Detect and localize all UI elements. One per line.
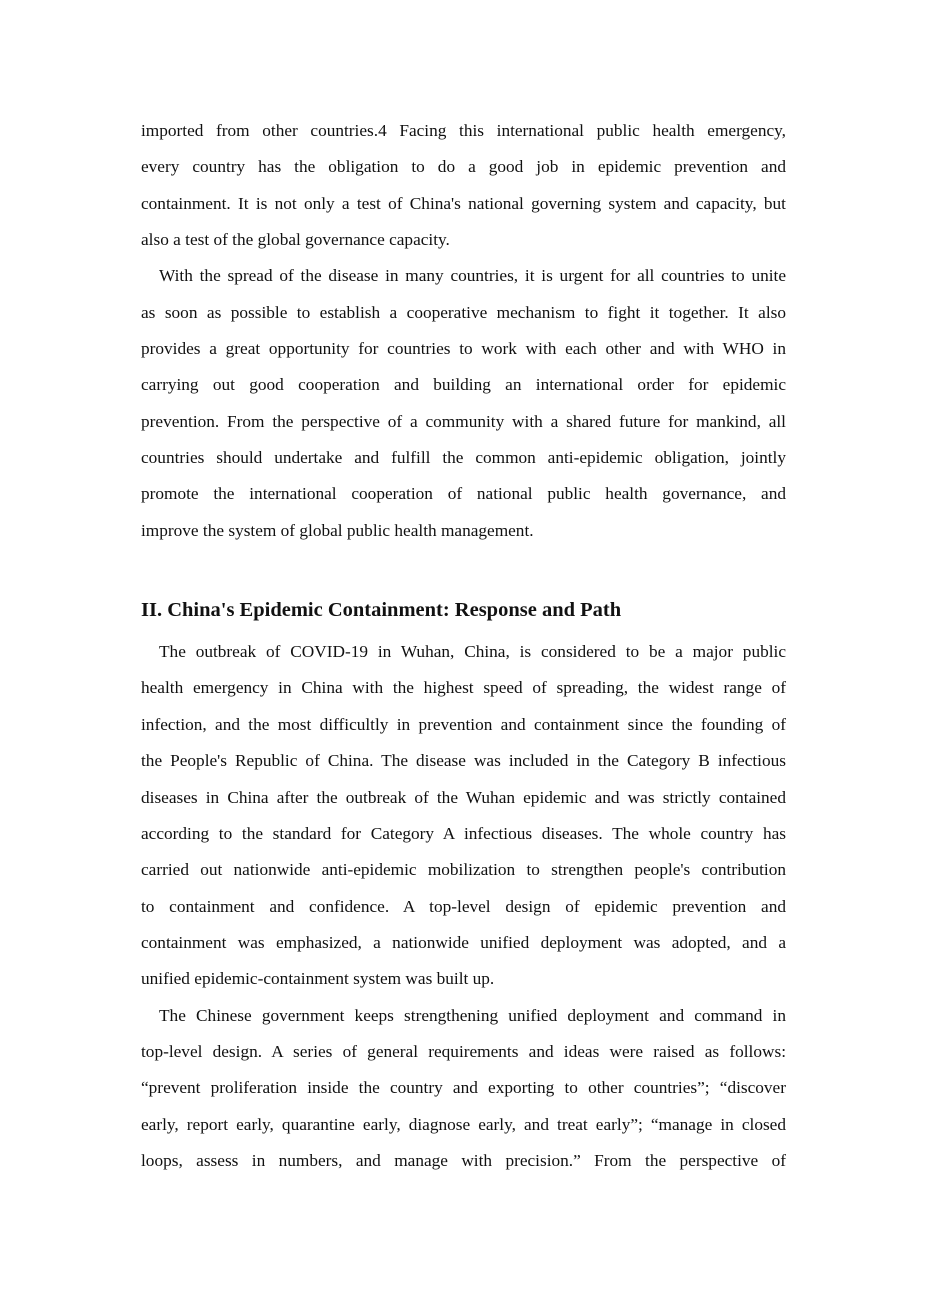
text-line: improve the system of global public health management. (141, 520, 534, 540)
text-line: promote the international cooperation of national public health governance, and (141, 484, 786, 504)
text-line: provides a great opportunity for countries to work with each other and with WHO in (141, 339, 786, 359)
text-line: carried out nationwide anti-epidemic mobilization to strengthen people's contribution (141, 860, 786, 880)
text-line: also a test of the global governance capacity. (141, 230, 450, 250)
text-line: prevention. From the perspective of a community with a shared future for mankind, all (141, 411, 786, 431)
text-line: containment was emphasized, a nationwide unified deployment was adopted, and a (141, 932, 786, 952)
text-line: countries should undertake and fulfill the common anti-epidemic obligation, jointly (141, 448, 786, 468)
text-line: health emergency in China with the highest speed of spreading, the widest range of (141, 678, 786, 698)
text-line: according to the standard for Category A infectious diseases. The whole country has (141, 823, 786, 843)
text-line: infection, and the most difficultly in prevention and containment since the founding of (141, 714, 786, 734)
text-line: to containment and confidence. A top-level design of epidemic prevention and (141, 896, 786, 916)
text-line: the People's Republic of China. The disease was included in the Category B infectious (141, 751, 786, 771)
text-line: The outbreak of COVID-19 in Wuhan, China, is considered to be a major public (159, 642, 786, 662)
text-line: carrying out good cooperation and building an international order for epidemic (141, 375, 786, 395)
text-line: containment. It is not only a test of China's national governing system and capacity, but (141, 193, 786, 213)
text-line: early, report early, quarantine early, diagnose early, and treat early”; “manage in closed (141, 1114, 786, 1134)
document-page (141, 113, 786, 1179)
section-heading: II. China's Epidemic Containment: Response and Path (141, 599, 622, 622)
paragraph (141, 258, 786, 549)
paragraph (141, 113, 786, 258)
text-line: “prevent proliferation inside the country and exporting to other countries”; “discover (141, 1078, 786, 1098)
text-line: imported from other countries.4 Facing this international public health emergency, (141, 121, 786, 140)
paragraph (141, 634, 786, 997)
text-line: diseases in China after the outbreak of the Wuhan epidemic and was strictly contained (141, 787, 786, 807)
text-line: loops, assess in numbers, and manage with precision.” From the perspective of (141, 1150, 786, 1170)
paragraph (141, 998, 786, 1180)
text-line: top-level design. A series of general requirements and ideas were raised as follows: (141, 1041, 786, 1061)
text-line: With the spread of the disease in many countries, it is urgent for all countries to unite (159, 266, 786, 286)
text-line: every country has the obligation to do a good job in epidemic prevention and (141, 157, 786, 177)
text-line: The Chinese government keeps strengthening unified deployment and command in (159, 1005, 786, 1025)
text-line: unified epidemic-containment system was built up. (141, 969, 495, 989)
text-line: as soon as possible to establish a cooperative mechanism to fight it together. It also (141, 302, 786, 322)
